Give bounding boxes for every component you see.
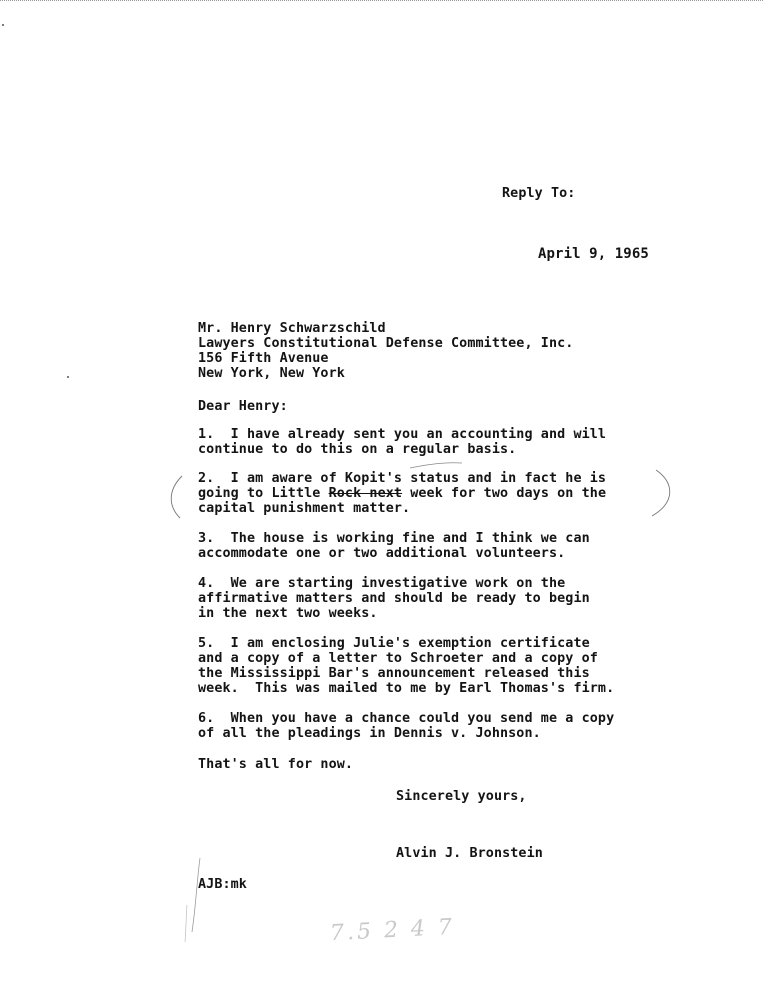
right-bracket-mark (652, 470, 670, 516)
line-end-text: week for two days on the (402, 486, 607, 501)
paragraph-6-line-2: of all the pleadings in Dennis v. Johnson. (198, 726, 541, 741)
signature-name: Alvin J. Bronstein (396, 846, 543, 861)
left-bracket-mark (171, 476, 182, 518)
paragraph-3-line-1: 3. The house is working fine and I think we can (198, 531, 590, 546)
closing-note: That's all for now. (198, 757, 354, 772)
paragraph-2-line-1: 2. I am aware of Kopit's status and in fact he is (198, 471, 607, 486)
signoff: Sincerely yours, (396, 789, 527, 804)
underline-mark (410, 463, 462, 468)
reply-to-label: Reply To: (502, 186, 576, 201)
salutation: Dear Henry: (198, 399, 288, 414)
struck-text: Rock next (328, 486, 403, 501)
paragraph-4-line-2: affirmative matters and should be ready to begin (198, 591, 590, 606)
paragraph-3-line-2: accommodate one or two additional volunteers. (198, 546, 566, 561)
recipient-street: 156 Fifth Avenue (198, 351, 329, 366)
paragraph-5-line-3: the Mississippi Bar's announcement released this (198, 666, 590, 681)
letter-date: April 9, 1965 (538, 246, 649, 262)
typist-initials: AJB:mk (198, 877, 247, 892)
paragraph-4-line-1: 4. We are starting investigative work on the (198, 576, 566, 591)
handwritten-file-number: 7.5 2 4 7 (329, 914, 456, 947)
paragraph-2-line-3: capital punishment matter. (198, 501, 411, 516)
paragraph-6-line-1: 6. When you have a chance could you send me a copy (198, 711, 615, 726)
paragraph-1-line-2: continue to do this on a regular basis. (198, 442, 517, 457)
paragraph-5-line-1: 5. I am enclosing Julie's exemption certificate (198, 636, 590, 651)
margin-pencil-line (192, 858, 200, 932)
paragraph-5-line-2: and a copy of a letter to Schroeter and a copy of (198, 651, 598, 666)
line-start-text: going to Little (198, 486, 329, 501)
paragraph-1-line-1: 1. I have already sent you an accounting and will (198, 427, 607, 442)
recipient-city: New York, New York (198, 366, 345, 381)
recipient-organization: Lawyers Constitutional Defense Committee, Inc. (198, 336, 574, 351)
recipient-name: Mr. Henry Schwarzschild (198, 321, 386, 336)
paragraph-4-line-3: in the next two weeks. (198, 606, 378, 621)
paragraph-5-line-4: week. This was mailed to me by Earl Thomas's firm. (198, 681, 615, 696)
margin-pencil-line (185, 905, 187, 942)
